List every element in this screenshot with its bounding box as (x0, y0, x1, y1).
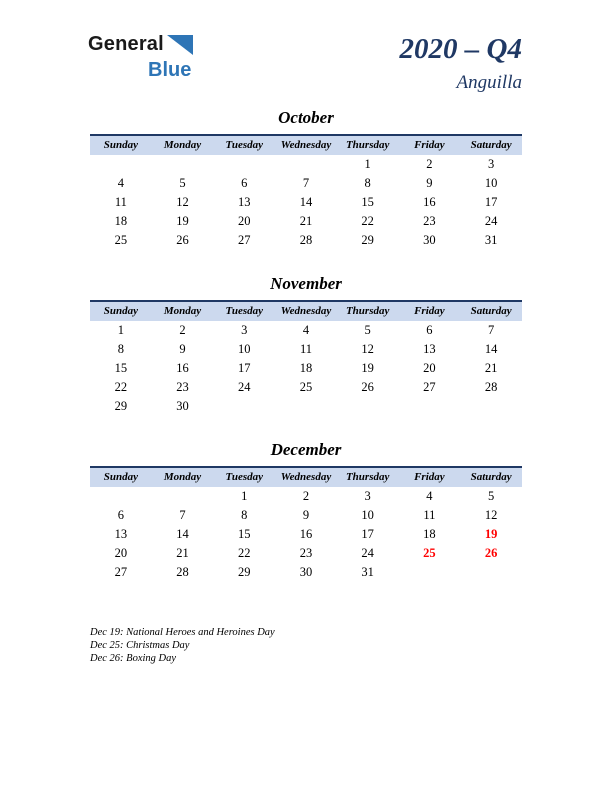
date-cell: 29 (238, 564, 251, 579)
page-header (0, 0, 612, 94)
date-cell: 28 (176, 564, 189, 579)
date-cell: 26 (361, 379, 374, 394)
date-cell: 22 (114, 379, 128, 394)
date-cell: 10 (361, 507, 374, 522)
date-cell: 9 (179, 341, 186, 356)
date-cell: 4 (426, 488, 433, 503)
date-cell: 16 (176, 360, 189, 375)
date-cell: 30 (423, 232, 436, 247)
date-cell: 19 (361, 360, 374, 375)
date-cell: 16 (423, 194, 436, 209)
date-cell (90, 487, 152, 506)
month-december (90, 440, 522, 582)
holiday-note: Dec 26: Boxing Day (90, 653, 177, 665)
week-row (90, 359, 522, 378)
date-cell: 15 (238, 526, 251, 541)
date-cell: 17 (361, 526, 374, 541)
date-cell: 24 (484, 213, 498, 228)
date-cell: 3 (241, 322, 248, 337)
week-row (90, 321, 522, 340)
date-cell: 27 (238, 232, 251, 247)
month-table (90, 134, 522, 250)
date-cell (399, 397, 461, 416)
date-cell: 6 (426, 322, 433, 337)
date-cell: 7 (487, 322, 495, 337)
date-cell: 20 (114, 545, 128, 560)
date-cell: 12 (361, 341, 374, 356)
title-block (400, 34, 522, 94)
date-cell: 23 (176, 379, 189, 394)
date-cell: 24 (361, 545, 374, 560)
holiday-note: Dec 19: National Heroes and Heroines Day (90, 626, 275, 638)
date-cell: 4 (302, 322, 310, 337)
month-title: December (270, 439, 342, 459)
week-row (90, 378, 522, 397)
week-row (90, 487, 522, 506)
logo-triangle-icon (167, 35, 193, 59)
weekday-header: Saturday (460, 301, 522, 321)
logo-text-general: General (88, 33, 164, 55)
date-cell (275, 397, 337, 416)
date-cell: 24 (238, 379, 251, 394)
date-cell: 3 (487, 156, 495, 171)
date-cell (460, 397, 522, 416)
weekday-header: Monday (152, 301, 214, 321)
date-cell: 10 (484, 175, 498, 190)
date-cell: 18 (114, 213, 128, 228)
week-row (90, 155, 522, 174)
weekday-header: Thursday (337, 467, 399, 487)
date-cell: 30 (176, 398, 189, 413)
weekday-header: Tuesday (213, 467, 275, 487)
date-cell: 18 (299, 360, 313, 375)
date-cell: 22 (361, 213, 374, 228)
date-cell: 29 (361, 232, 374, 247)
date-cell: 29 (114, 398, 128, 413)
week-row (90, 397, 522, 416)
date-cell (337, 397, 399, 416)
weekday-header: Wednesday (275, 135, 337, 155)
date-cell: 2 (426, 156, 433, 171)
date-cell: 15 (361, 194, 374, 209)
date-cell: 14 (299, 194, 313, 209)
date-cell: 9 (302, 507, 310, 522)
date-cell: 19 (176, 213, 189, 228)
date-cell: 21 (299, 213, 313, 228)
date-cell: 22 (238, 545, 251, 560)
date-cell: 31 (484, 232, 498, 247)
weekday-header: Thursday (337, 135, 399, 155)
month-table (90, 466, 522, 582)
date-cell: 2 (302, 488, 310, 503)
weekday-header: Friday (399, 467, 461, 487)
page-subtitle: Anguilla (456, 71, 522, 93)
weekday-header: Wednesday (275, 301, 337, 321)
months-container (90, 108, 522, 582)
weekday-header: Wednesday (275, 467, 337, 487)
date-cell: 17 (484, 194, 498, 209)
date-cell: 18 (423, 526, 436, 541)
date-cell (399, 563, 461, 582)
date-cell: 15 (114, 360, 128, 375)
date-cell: 5 (487, 488, 495, 503)
date-cell: 1 (241, 488, 248, 503)
date-cell: 21 (176, 545, 189, 560)
date-cell: 5 (364, 322, 371, 337)
date-cell (152, 487, 214, 506)
date-cell: 9 (426, 175, 433, 190)
date-cell: 11 (299, 341, 312, 356)
date-cell (213, 397, 275, 416)
date-cell: 30 (299, 564, 313, 579)
date-cell: 10 (238, 341, 251, 356)
week-row (90, 231, 522, 250)
date-cell: 8 (241, 507, 248, 522)
date-cell: 14 (176, 526, 189, 541)
week-row (90, 544, 522, 563)
weekday-header: Thursday (337, 301, 399, 321)
week-row (90, 525, 522, 544)
date-cell: 25 (114, 232, 128, 247)
weekday-header: Saturday (460, 467, 522, 487)
date-cell: 11 (423, 507, 436, 522)
date-cell (90, 155, 152, 174)
date-cell: 12 (484, 507, 498, 522)
date-cell (460, 563, 522, 582)
date-cell: 1 (117, 322, 124, 337)
month-title: November (270, 273, 342, 293)
date-cell: 28 (484, 379, 498, 394)
month-november (90, 274, 522, 416)
week-row (90, 193, 522, 212)
date-cell: 7 (179, 507, 186, 522)
date-cell: 7 (302, 175, 310, 190)
date-cell: 20 (238, 213, 251, 228)
month-title: October (278, 107, 334, 127)
date-cell (275, 155, 337, 174)
date-cell: 23 (423, 213, 436, 228)
date-cell (152, 155, 214, 174)
date-cell: 13 (114, 526, 128, 541)
weekday-header: Sunday (90, 301, 152, 321)
date-cell: 14 (484, 341, 498, 356)
weekday-header: Monday (152, 135, 214, 155)
date-cell: 13 (238, 194, 251, 209)
week-row (90, 174, 522, 193)
weekday-header: Friday (399, 301, 461, 321)
date-cell: 23 (299, 545, 313, 560)
date-cell: 6 (117, 507, 124, 522)
date-cell: 28 (299, 232, 313, 247)
date-cell: 17 (238, 360, 251, 375)
week-row (90, 340, 522, 359)
holiday-notes (90, 626, 612, 665)
date-cell: 1 (364, 156, 371, 171)
weekday-header: Saturday (460, 135, 522, 155)
logo-line-1 (88, 34, 193, 59)
date-cell: 4 (117, 175, 124, 190)
date-cell: 8 (117, 341, 124, 356)
date-cell: 5 (179, 175, 186, 190)
date-cell: 27 (423, 379, 436, 394)
holiday-note: Dec 25: Christmas Day (90, 640, 190, 652)
general-blue-logo (88, 34, 193, 80)
date-cell: 12 (176, 194, 189, 209)
date-cell: 13 (423, 341, 436, 356)
weekday-header: Monday (152, 467, 214, 487)
date-cell (213, 155, 275, 174)
date-cell: 31 (361, 564, 374, 579)
weekday-header: Sunday (90, 467, 152, 487)
weekday-header: Sunday (90, 135, 152, 155)
week-row (90, 563, 522, 582)
weekday-header: Tuesday (213, 301, 275, 321)
date-cell: 26 (176, 232, 189, 247)
date-cell: 20 (423, 360, 436, 375)
date-cell: 3 (364, 488, 371, 503)
date-cell: 11 (114, 194, 127, 209)
date-cell: 16 (299, 526, 313, 541)
date-cell: 25 (299, 379, 313, 394)
holiday-date-cell: 26 (484, 545, 498, 560)
holiday-date-cell: 19 (484, 526, 498, 541)
weekday-header: Tuesday (213, 135, 275, 155)
logo-text-blue: Blue (148, 59, 192, 81)
date-cell: 27 (114, 564, 128, 579)
month-october (90, 108, 522, 250)
month-table (90, 300, 522, 416)
date-cell: 2 (179, 322, 186, 337)
date-cell: 8 (364, 175, 371, 190)
holiday-date-cell: 25 (423, 545, 436, 560)
date-cell: 21 (484, 360, 498, 375)
weekday-header: Friday (399, 135, 461, 155)
week-row (90, 506, 522, 525)
page-title: 2020 – Q4 (399, 33, 522, 65)
week-row (90, 212, 522, 231)
date-cell: 6 (241, 175, 248, 190)
